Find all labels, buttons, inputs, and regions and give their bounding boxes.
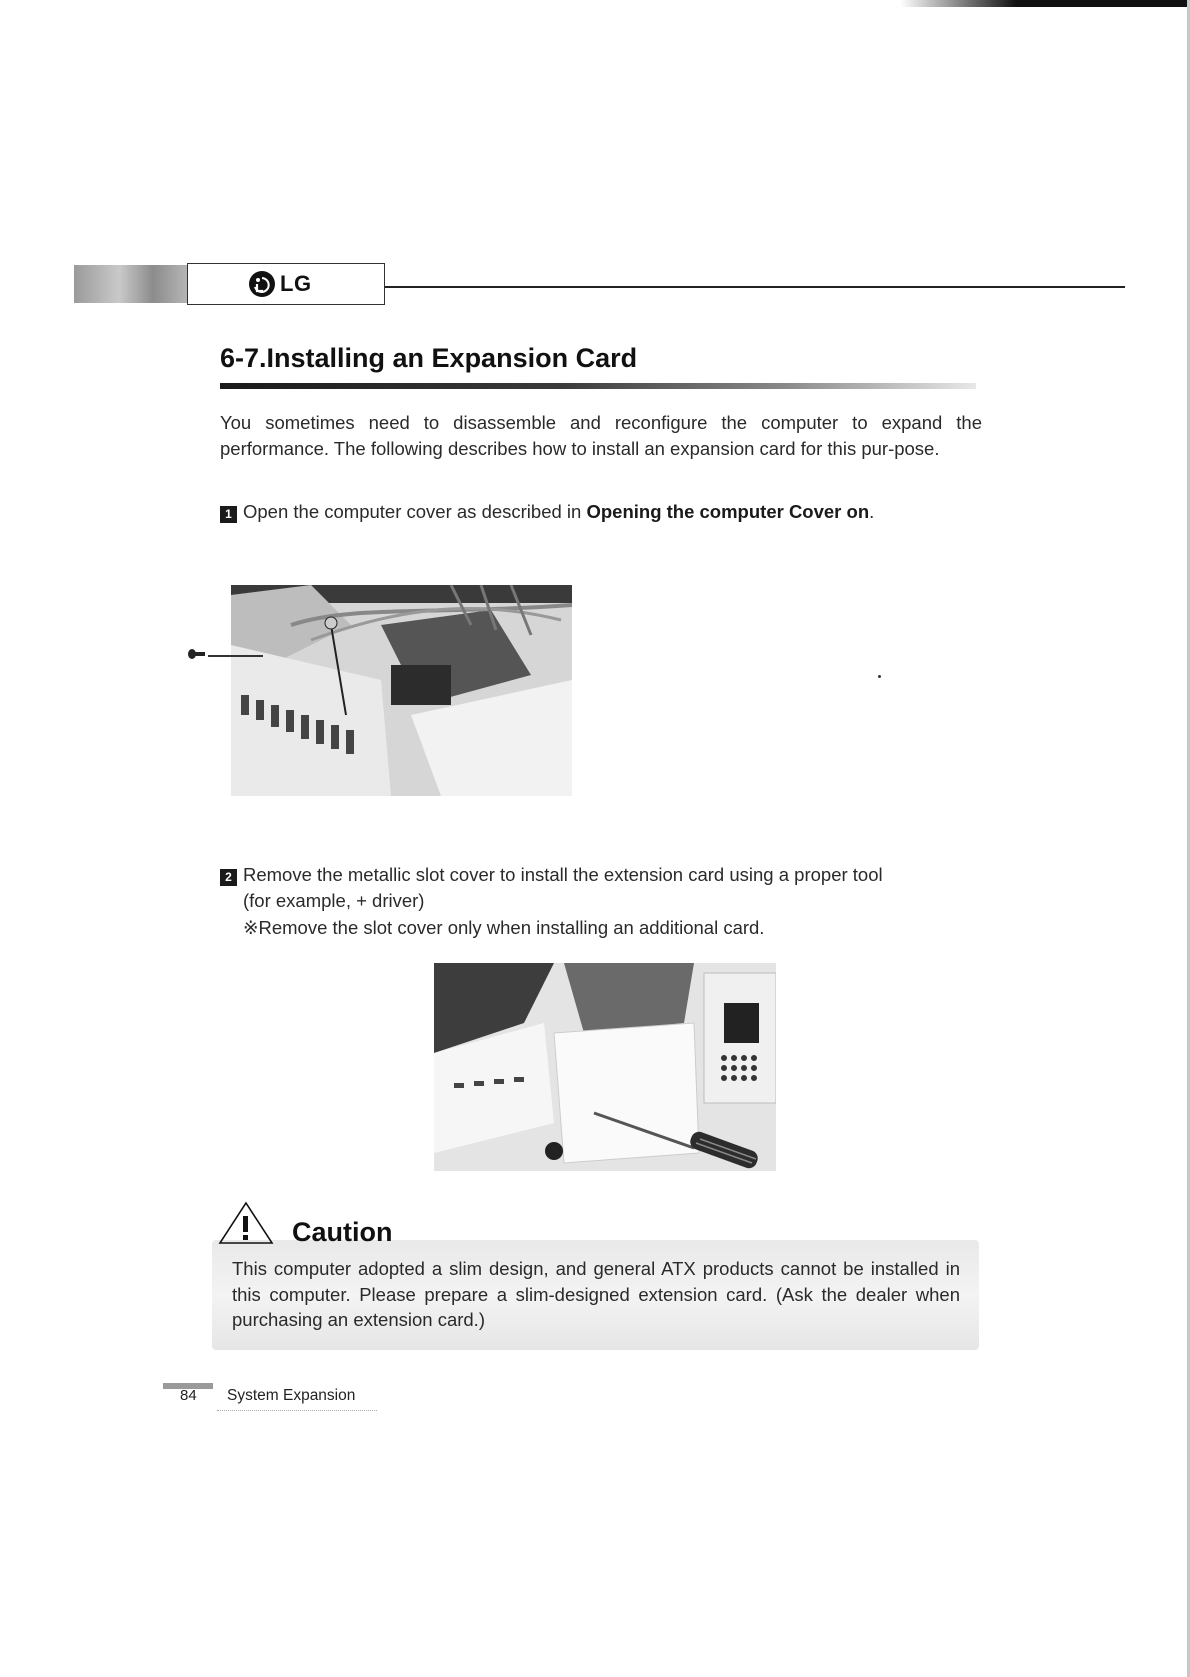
- step-2-note: ※Remove the slot cover only when installing an additional card.: [243, 917, 765, 938]
- page-number: 84: [180, 1387, 197, 1404]
- footer-section-label: System Expansion: [227, 1387, 356, 1404]
- brand-name: LG: [280, 271, 312, 296]
- step-2-example: (for example, + driver): [243, 890, 425, 911]
- step-1-reference: Opening the computer Cover on: [586, 501, 870, 522]
- step-2-text: Remove the metallic slot cover to install the extension card using a proper tool: [243, 864, 883, 885]
- lg-logo-icon: [248, 270, 276, 298]
- warning-icon: [216, 1199, 286, 1247]
- caution-title: Caution: [292, 1217, 393, 1247]
- step-1-text: Open the computer cover as described in: [243, 501, 587, 522]
- footer-rule: [217, 1410, 377, 1412]
- scan-edge-top: [900, 0, 1190, 7]
- brand-logo-box: [187, 263, 385, 305]
- intro-paragraph: You sometimes need to disassemble and reconfigure the computer to expand the performance. The following describes how to install an expansion card for this pur-pose.: [220, 412, 982, 459]
- step-1: [220, 499, 982, 525]
- step-number-badge: 1: [220, 506, 237, 523]
- scan-speck: [878, 675, 881, 678]
- header-rule: [385, 286, 1125, 288]
- step-1-period: .: [869, 501, 875, 522]
- screw-icon: [188, 648, 206, 660]
- page-title: 6-7.Installing an Expansion Card: [220, 343, 638, 373]
- header-band: [74, 265, 187, 303]
- computer-interior-photo: [231, 585, 572, 796]
- step-2: [220, 862, 982, 888]
- title-underline: [220, 383, 976, 389]
- caution-text: This computer adopted a slim design, and general ATX products cannot be installed in this computer. Please prepare a slim-designed extension card. (Ask the dealer when purchasing an extension card.): [232, 1258, 960, 1330]
- step-number-badge: 2: [220, 869, 237, 886]
- slot-cover-photo: [434, 963, 776, 1171]
- callout-line: [208, 655, 263, 657]
